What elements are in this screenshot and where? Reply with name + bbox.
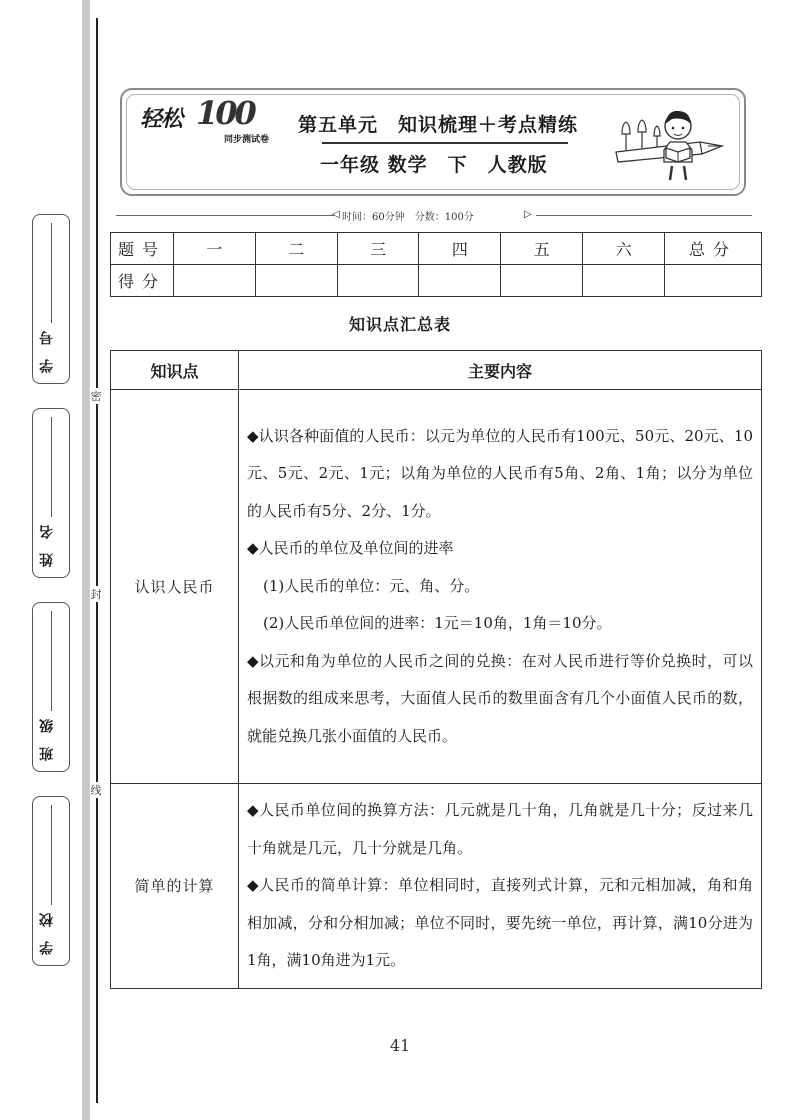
content-rmb bbox=[239, 390, 762, 784]
student-id-label: 学号 bbox=[39, 317, 55, 373]
score-cell-5[interactable] bbox=[501, 265, 583, 297]
school-field[interactable] bbox=[32, 796, 70, 966]
question-number-label: 题号 bbox=[111, 233, 174, 265]
brand-name: 轻松 bbox=[140, 107, 183, 132]
question-col-4: 四 bbox=[419, 233, 501, 265]
name-label: 姓名 bbox=[39, 511, 55, 567]
unit-title: 第五单元 知识梳理＋考点精练 bbox=[298, 114, 579, 136]
name-field[interactable] bbox=[32, 408, 70, 578]
seal-char-feng: 封 bbox=[90, 588, 102, 601]
table-row bbox=[111, 390, 762, 784]
knowledge-table bbox=[110, 350, 762, 989]
binding-line bbox=[96, 18, 98, 1103]
reading-child-illustration-icon bbox=[612, 104, 730, 184]
col-topic-header: 知识点 bbox=[111, 351, 239, 390]
score-cell-2[interactable] bbox=[255, 265, 337, 297]
time-info-bar: ◁ 时间：60分钟 分数：100分 ▷ bbox=[116, 208, 752, 222]
list-item: ◆ 人民币的简单计算：单位相同时，直接列式计算，元和元相加减，角和角相加减，分和分相加减；单位不同时，要先统一单位，再计算，满10分进为1角，满10角进为1元。 bbox=[247, 867, 753, 980]
school-label: 学校 bbox=[39, 899, 55, 955]
list-item: ◆ 以元和角为单位的人民币之间的兑换：在对人民币进行等价兑换时，可以根据数的组成来思考，大面值人民币的数里面含有几个小面值人民币的数，就能兑换几张小面值的人民币。 bbox=[247, 643, 753, 756]
binding-strip bbox=[82, 0, 90, 1120]
class-field[interactable] bbox=[32, 602, 70, 772]
score-cell-total[interactable] bbox=[665, 265, 762, 297]
topic-rmb: 认识人民币 bbox=[111, 390, 239, 784]
score-cell-3[interactable] bbox=[337, 265, 419, 297]
score-table bbox=[110, 232, 762, 297]
class-label: 班级 bbox=[39, 705, 55, 761]
list-item: ◆ 认识各种面值的人民币：以元为单位的人民币有100元、50元、20元、10元、5元、2元、1元；以角为单位的人民币有5角、2角、1角；以分为单位的人民币有5分、2分、1分。 bbox=[247, 418, 753, 531]
score-label: 得分 bbox=[111, 265, 174, 297]
student-id-field[interactable] bbox=[32, 214, 70, 384]
list-item: ◆ 人民币单位间的换算方法：几元就是几十角，几角就是几十分；反过来几十角就是几元，几十分就是几角。 bbox=[247, 792, 753, 867]
table-row bbox=[111, 784, 762, 989]
brand-logo bbox=[140, 94, 300, 146]
question-col-6: 六 bbox=[583, 233, 665, 265]
content-calc bbox=[239, 784, 762, 989]
time-info: 时间：60分钟 分数：100分 bbox=[342, 212, 474, 223]
question-col-3: 三 bbox=[337, 233, 419, 265]
score-cell-1[interactable] bbox=[174, 265, 256, 297]
summary-title: 知识点汇总表 bbox=[348, 315, 451, 334]
col-content-header: 主要内容 bbox=[239, 351, 762, 390]
brand-subtitle: 同步测试卷 bbox=[224, 135, 270, 145]
question-col-5: 五 bbox=[501, 233, 583, 265]
list-item: (2)人民币单位间的进率：1元＝10角，1角＝10分。 bbox=[263, 614, 612, 633]
seal-char-xian: 线 bbox=[90, 784, 102, 797]
list-item: ◆ 人民币的单位及单位间的进率 bbox=[247, 530, 753, 568]
score-cell-6[interactable] bbox=[583, 265, 665, 297]
seal-char-mi: 密 bbox=[90, 390, 102, 403]
list-item: (1)人民币的单位：元、角、分。 bbox=[263, 576, 480, 595]
score-row bbox=[111, 265, 762, 297]
header-banner bbox=[120, 88, 746, 196]
brand-number: 100 bbox=[196, 94, 254, 132]
question-number-row bbox=[111, 233, 762, 265]
topic-calc: 简单的计算 bbox=[111, 784, 239, 989]
grade-subtitle: 一年级 数学 下 人教版 bbox=[320, 154, 548, 176]
page-number: 41 bbox=[389, 1036, 411, 1055]
score-cell-4[interactable] bbox=[419, 265, 501, 297]
question-col-1: 一 bbox=[174, 233, 256, 265]
question-col-2: 二 bbox=[255, 233, 337, 265]
total-label: 总分 bbox=[665, 233, 762, 265]
